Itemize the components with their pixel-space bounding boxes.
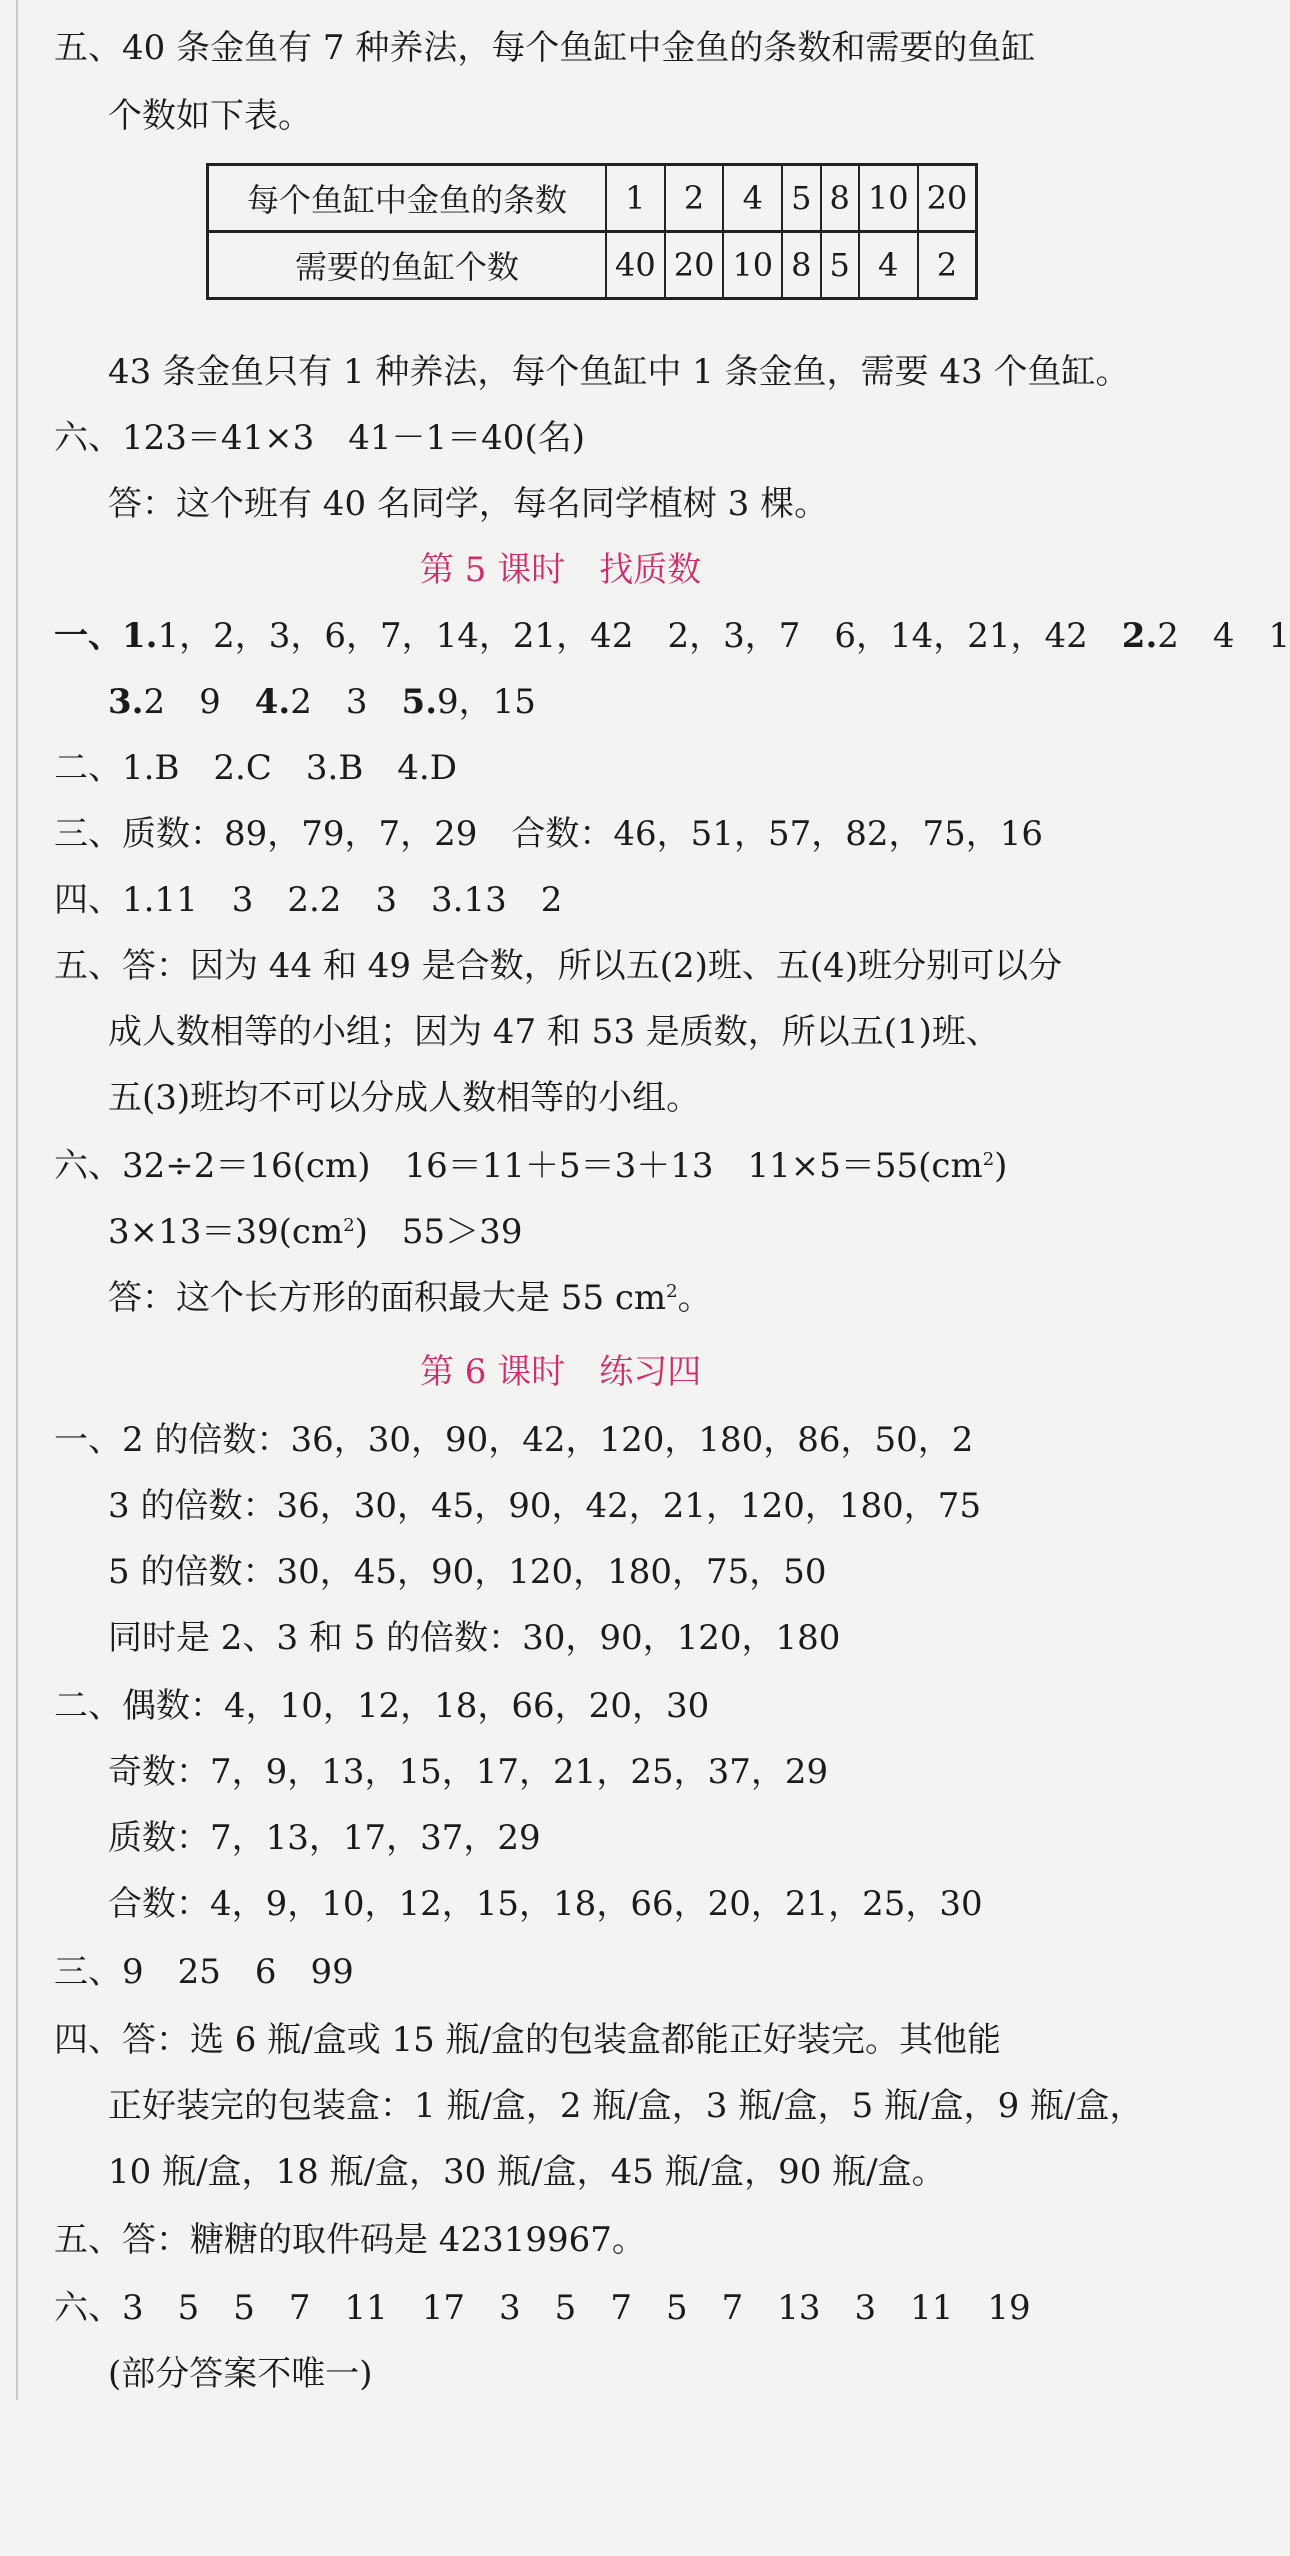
table-cell: 10 <box>859 165 918 232</box>
l5-q5-line3: 五(3)班均不可以分成人数相等的小组。 <box>108 1078 701 1118</box>
l5-q5-line1: 五、答：因为 44 和 49 是合数，所以五(2)班、五(4)班分别可以分 <box>54 946 1063 986</box>
l6-q2-line2: 奇数：7，9，13，15，17，21，25，37，29 <box>108 1752 829 1792</box>
l5-q6-text: ) <box>994 1146 1008 1186</box>
table-cell: 8 <box>782 232 820 299</box>
superscript: 2 <box>666 1281 678 1302</box>
l5-q5-line2: 成人数相等的小组；因为 47 和 53 是质数，所以五(1)班、 <box>108 1012 1000 1052</box>
table-row-header: 需要的鱼缸个数 <box>208 232 607 299</box>
l5-q1-1: 1，2，3，6，7，14，21，42 2，3，7 6，14，21，42 <box>157 616 1122 656</box>
table-cell: 4 <box>723 165 782 232</box>
table-row <box>208 165 977 232</box>
l5-q1-2: 2 4 1 <box>1157 616 1290 656</box>
l5-q1-line1 <box>54 614 1290 658</box>
l5-q6-answer <box>108 1276 712 1320</box>
table-row-header: 每个鱼缸中金鱼的条数 <box>208 165 607 232</box>
table-cell: 2 <box>918 232 977 299</box>
l6-q1-line4: 同时是 2、3 和 5 的倍数：30，90，120，180 <box>108 1618 841 1658</box>
page-gutter-line <box>16 0 18 2400</box>
l6-q1-line3: 5 的倍数：30，45，90，120，180，75，50 <box>108 1552 827 1592</box>
l6-q6: 六、3 5 5 7 11 17 3 5 7 5 7 13 3 11 19 <box>54 2288 1031 2328</box>
l5-q1-num: 一、1. <box>54 616 158 656</box>
l5-q3: 三、质数：89，79，7，29 合数：46，51，57，82，75，16 <box>54 814 1044 854</box>
superscript: 2 <box>982 1149 995 1170</box>
table-cell: 10 <box>723 232 782 299</box>
l5-q6-text: 3×13＝39(cm <box>108 1212 344 1252</box>
l6-q1-line1: 一、2 的倍数：36，30，90，42，120，180，86，50，2 <box>54 1420 974 1460</box>
lesson5-title: 第 5 课时 找质数 <box>420 550 702 590</box>
l6-q4-line3: 10 瓶/盒，18 瓶/盒，30 瓶/盒，45 瓶/盒，90 瓶/盒。 <box>108 2152 946 2192</box>
l5-q1-3-num: 3. <box>108 682 144 722</box>
table-cell: 5 <box>782 165 820 232</box>
q5-note: 43 条金鱼只有 1 种养法，每个鱼缸中 1 条金鱼，需要 43 个鱼缸。 <box>108 352 1130 392</box>
l6-q4-line2: 正好装完的包装盒：1 瓶/盒，2 瓶/盒，3 瓶/盒，5 瓶/盒，9 瓶/盒， <box>108 2086 1144 2126</box>
l6-note: (部分答案不唯一) <box>108 2354 373 2394</box>
l5-q4: 四、1.11 3 2.2 3 3.13 2 <box>54 880 563 920</box>
table-cell: 20 <box>918 165 977 232</box>
l6-q2-line4: 合数：4，9，10，12，15，18，66，20，21，25，30 <box>108 1884 983 1924</box>
l5-q6-line2 <box>108 1210 522 1254</box>
l5-q6-line1 <box>54 1144 1007 1188</box>
l5-q2: 二、1.B 2.C 3.B 4.D <box>54 748 458 788</box>
l6-q4-line1: 四、答：选 6 瓶/盒或 15 瓶/盒的包装盒都能正好装完。其他能 <box>54 2020 1002 2060</box>
table-cell: 1 <box>606 165 665 232</box>
l5-q1-4: 2 3 <box>290 682 402 722</box>
l5-q1-4-num: 4. <box>254 682 291 722</box>
l5-q1-3: 2 9 <box>143 682 255 722</box>
l6-q5: 五、答：糖糖的取件码是 42319967。 <box>54 2220 646 2260</box>
l6-q2-line1: 二、偶数：4，10，12，18，66，20，30 <box>54 1686 710 1726</box>
superscript: 2 <box>343 1215 355 1236</box>
l5-q6-text: 。 <box>677 1278 712 1318</box>
l5-q1-5-num: 5. <box>401 682 438 722</box>
l5-q6-text: 答：这个长方形的面积最大是 55 cm <box>108 1278 667 1318</box>
l5-q1-line2 <box>108 680 536 724</box>
q5-intro-line1: 五、40 条金鱼有 7 种养法，每个鱼缸中金鱼的条数和需要的鱼缸 <box>54 28 1036 68</box>
table-cell: 20 <box>665 232 724 299</box>
l5-q1-5: 9，15 <box>437 682 536 722</box>
table-row <box>208 232 977 299</box>
lesson6-title: 第 6 课时 练习四 <box>420 1352 702 1392</box>
table-cell: 8 <box>821 165 859 232</box>
q6-answer: 答：这个班有 40 名同学，每名同学植树 3 棵。 <box>108 484 829 524</box>
table-cell: 5 <box>821 232 859 299</box>
l6-q3: 三、9 25 6 99 <box>54 1952 354 1992</box>
l5-q6-text: ) 55＞39 <box>354 1212 523 1252</box>
table-cell: 40 <box>606 232 665 299</box>
l5-q6-text: 六、32÷2＝16(cm) 16＝11＋5＝3＋13 11×5＝55(cm <box>54 1146 983 1186</box>
l6-q2-line3: 质数：7，13，17，37，29 <box>108 1818 541 1858</box>
q6-line1: 六、123＝41×3 41－1＝40(名) <box>54 418 585 458</box>
l5-q1-2-num: 2. <box>1121 616 1158 656</box>
table-cell: 4 <box>859 232 918 299</box>
q5-intro-line2: 个数如下表。 <box>108 96 312 136</box>
goldfish-table <box>206 163 978 300</box>
l6-q1-line2: 3 的倍数：36，30，45，90，42，21，120，180，75 <box>108 1486 982 1526</box>
table-cell: 2 <box>665 165 724 232</box>
